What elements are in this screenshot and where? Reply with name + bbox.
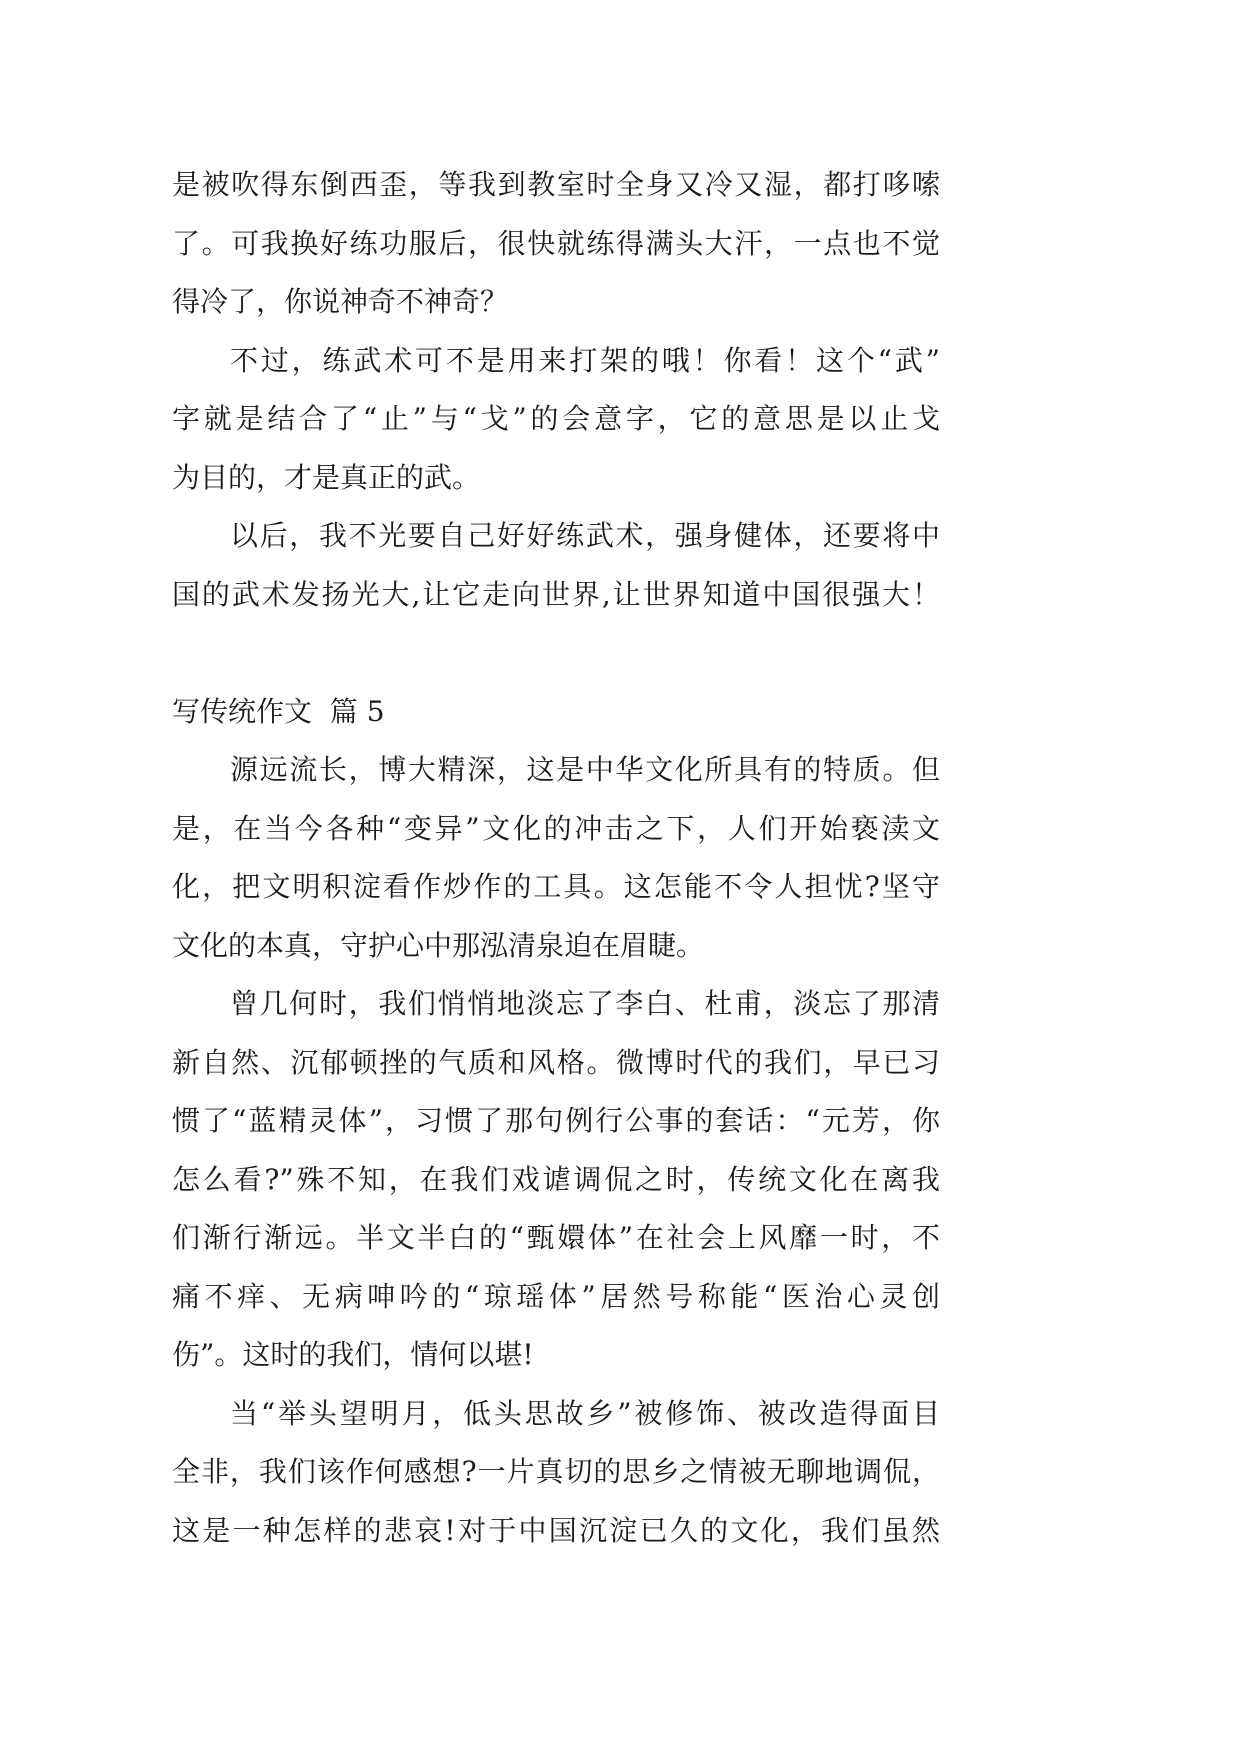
paragraph [172, 741, 940, 975]
paragraph [172, 975, 940, 1385]
text-line: 不过，练武术可不是用来打架的哦！你看！这个“武” [230, 343, 940, 377]
text-line: 以后，我不光要自己好好练武术，强身健体，还要将中 [230, 519, 940, 552]
text-line: 了。可我换好练功服后，很快就练得满头大汗，一点也不觉 [172, 226, 940, 260]
paragraph [172, 156, 940, 332]
text-line: 化，把文明积淀看作炒作的工具。这怎能不令人担忧?坚守 [172, 870, 940, 903]
text-line: 得冷了，你说神奇不神奇？ [172, 285, 509, 318]
text-line: 这是一种怎样的悲哀!对于中国沉淀已久的文化，我们虽然 [172, 1513, 940, 1547]
paragraph [172, 1385, 940, 1561]
text-line: 文化的本真，守护心中那泓清泉迫在眉睫。 [172, 928, 705, 962]
paragraph [172, 507, 940, 624]
text-line: 为目的，才是真正的武。 [172, 460, 481, 494]
text-line: 是，在当今各种“变异”文化的冲击之下，人们开始亵渎文 [172, 811, 940, 845]
text-line: 全非，我们该作何感想?一片真切的思乡之情被无聊地调侃， [172, 1455, 940, 1488]
paragraph [172, 332, 940, 508]
section-heading: 写传统作文 篇 5 [172, 694, 385, 728]
text-line: 国的武术发扬光大,让它走向世界,让世界知道中国很强大！ [172, 577, 940, 611]
text-line: 怎么看?”殊不知，在我们戏谑调侃之时，传统文化在离我 [172, 1162, 940, 1196]
text-line: 们渐行渐远。半文半白的“甄嬛体”在社会上风靡一时，不 [172, 1221, 940, 1254]
text-line: 伤”。这时的我们，情何以堪! [172, 1338, 534, 1371]
text-line: 当“举头望明月，低头思故乡”被修饰、被改造得面目 [230, 1396, 940, 1430]
text-line: 源远流长，博大精深，这是中华文化所具有的特质。但 [230, 753, 940, 786]
text-line: 字就是结合了“止”与“戈”的会意字，它的意思是以止戈 [172, 402, 940, 435]
text-line: 新自然、沉郁顿挫的气质和风格。微博时代的我们，早已习 [172, 1045, 940, 1079]
text-line: 痛不痒、无病呻吟的“琼瑶体”居然号称能“医治心灵创 [172, 1279, 940, 1313]
blank-line [172, 624, 940, 683]
text-line: 是被吹得东倒西歪，等我到教室时全身又冷又湿，都打哆嗦 [172, 168, 940, 201]
text-line: 惯了“蓝精灵体”，习惯了那句例行公事的套话：“元芳，你 [172, 1104, 940, 1137]
text-line: 曾几何时，我们悄悄地淡忘了李白、杜甫，淡忘了那清 [230, 987, 940, 1020]
document-body [172, 156, 940, 1560]
